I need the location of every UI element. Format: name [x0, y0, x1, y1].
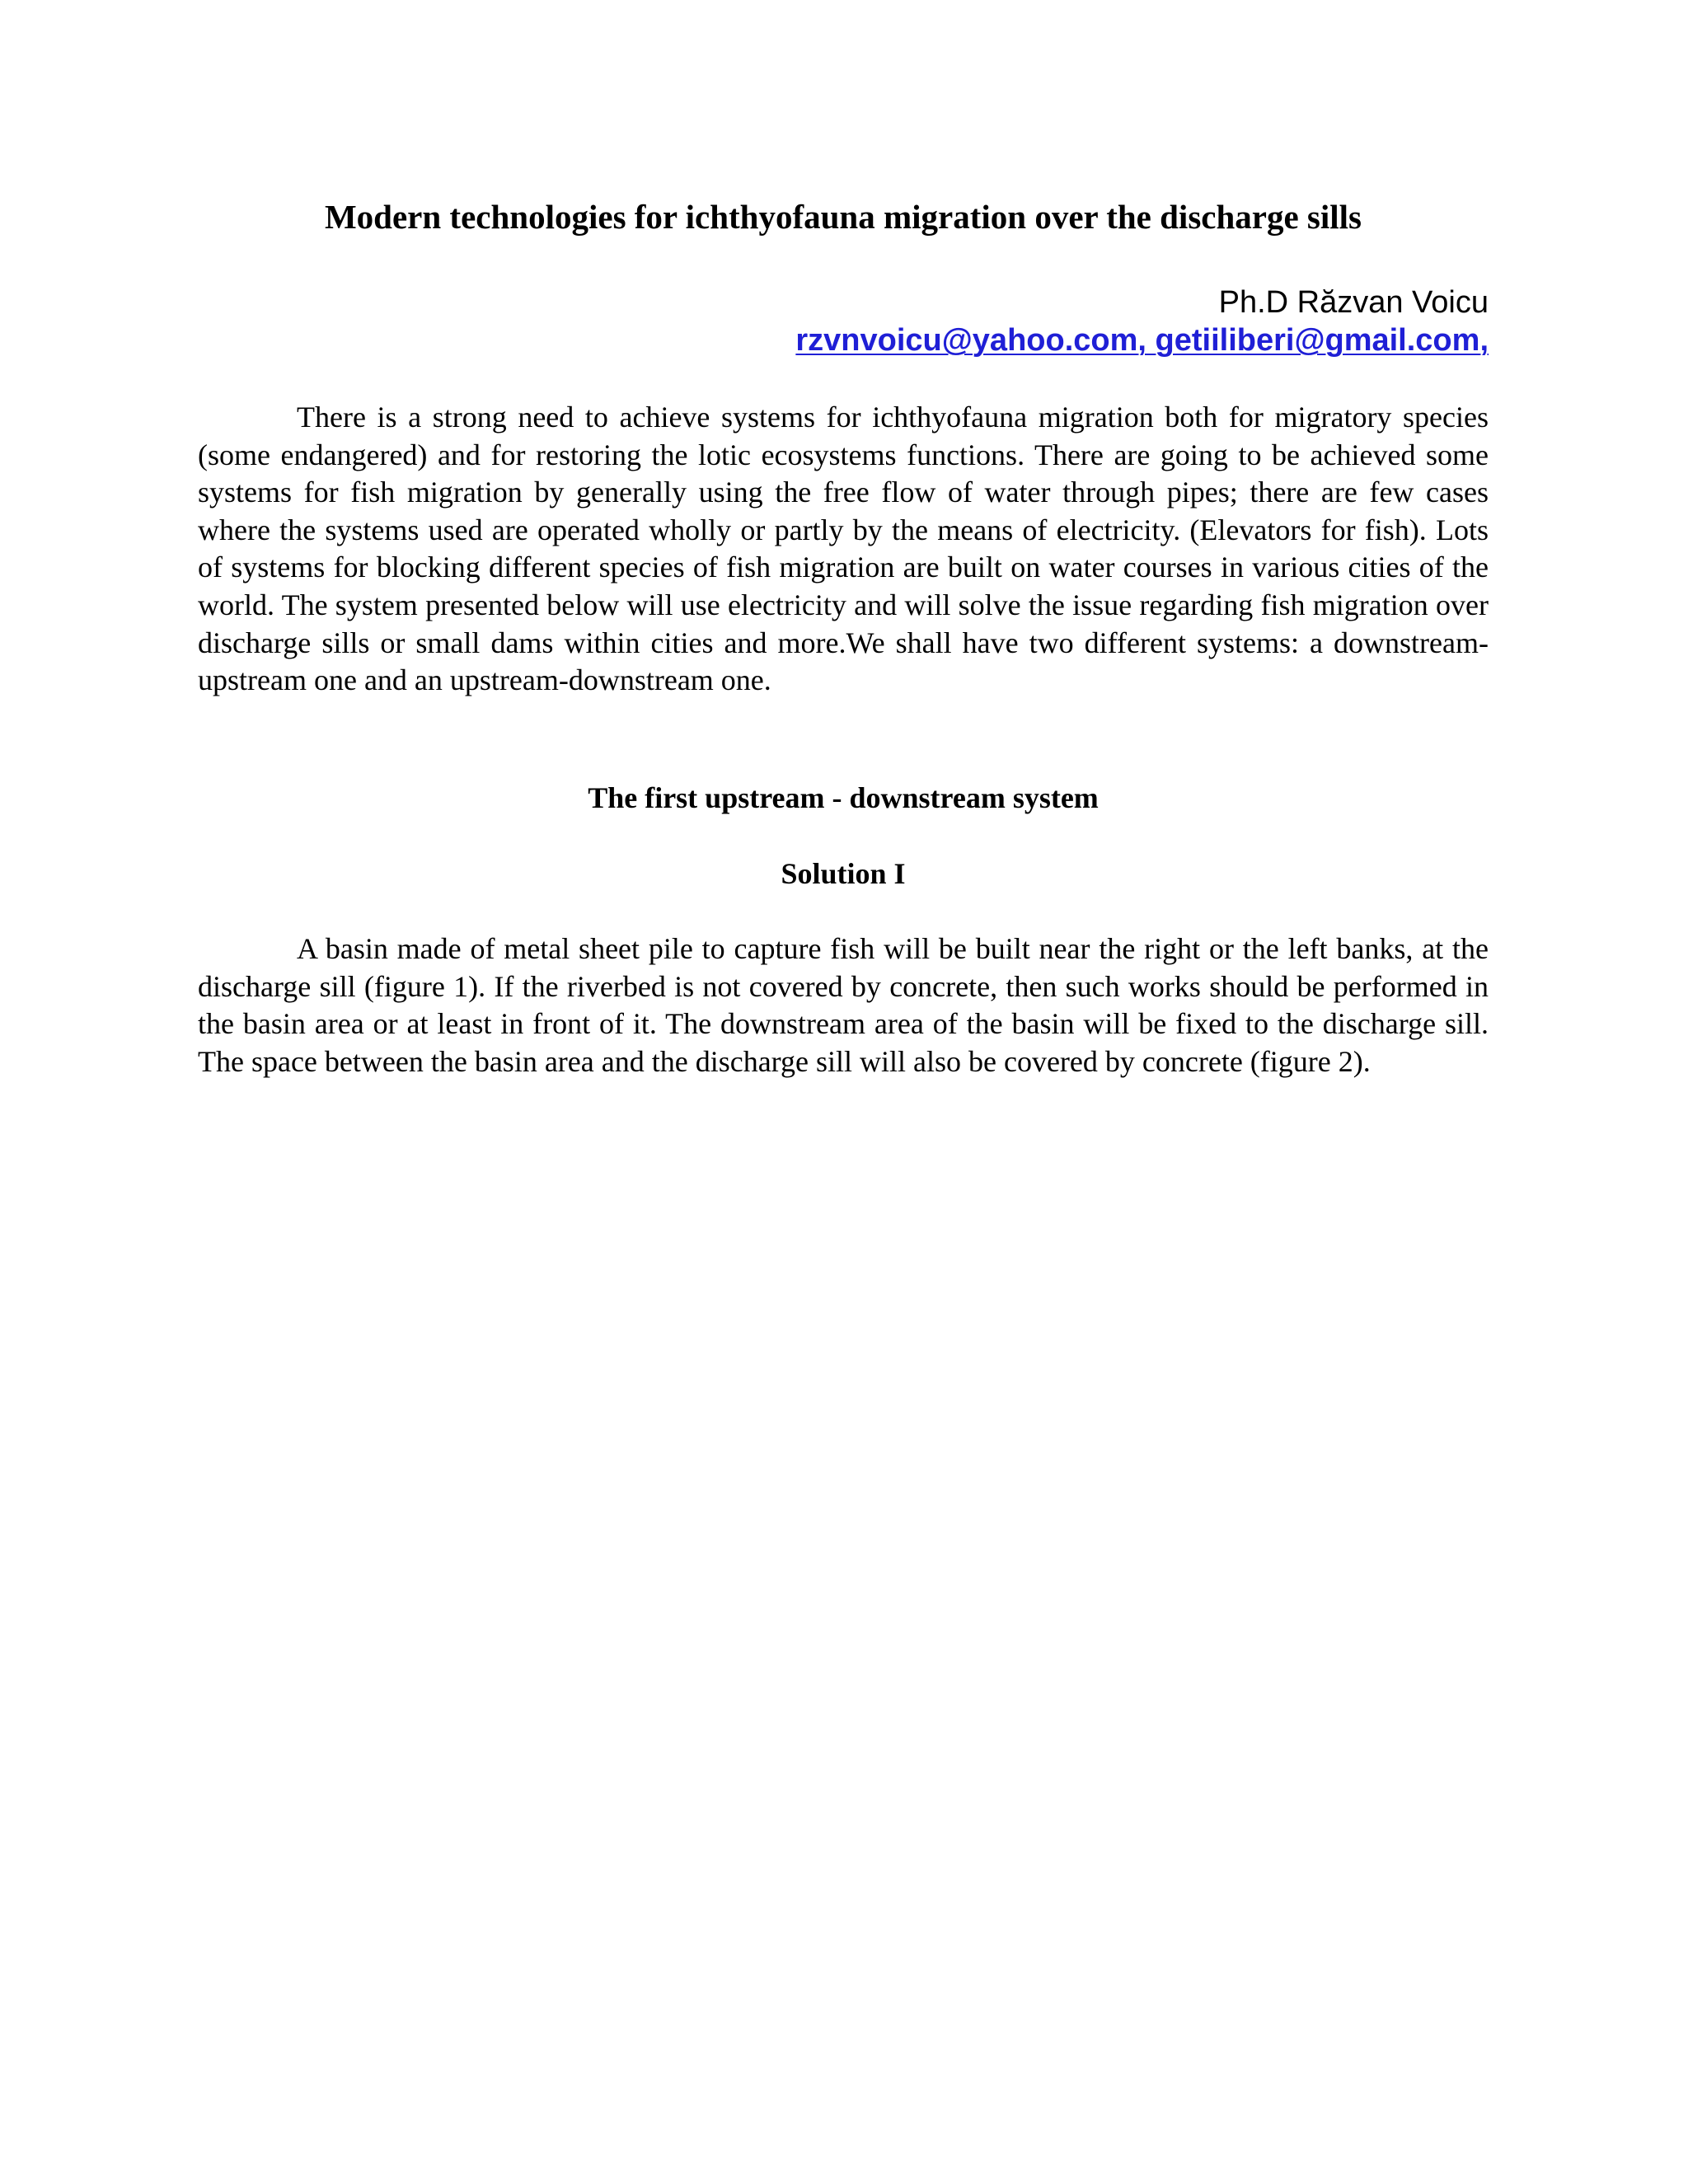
- email-link-2[interactable]: ,: [1137, 323, 1156, 358]
- solution-paragraph: A basin made of metal sheet pile to capture fish will be built near the right or the left banks, at the discharge sill (figure 1). If the riverbed is not covered by concrete, then such works should be performed in the basin area or at least in front of it. The downstream area of the basin will be fixed to the discharge sill. The space between the basin area and the discharge sill will also be covered by concrete (figure 2).: [198, 932, 1489, 1078]
- author-emails: [795, 321, 1489, 359]
- intro-paragraph: There is a strong need to achieve systems for ichthyofauna migration both for migratory species (some endangered) and for restoring the lotic ecosystems functions. There are going to be achieved some systems for fish migration by generally using the free flow of water through pipes; there are few cases where the systems used are operated wholly or partly by the means of electricity. (Elevators for fish). Lots of systems for blocking different species of fish migration are built on water courses in various cities of the world. The system presented below will use electricity and will solve the issue regarding fish migration over discharge sills or small dams within cities and more.We shall have two different systems: a downstream-upstream one and an upstream-downstream one.: [198, 401, 1489, 697]
- document-title: Modern technologies for ichthyofauna migration over the discharge sills: [324, 198, 1362, 236]
- author-name: Ph.D Răzvan Voicu: [1218, 285, 1489, 320]
- email-link-3[interactable]: getiiliberi@gmail.com: [1155, 323, 1480, 358]
- document-page: [198, 0, 1489, 2184]
- email-link-1[interactable]: rzvnvoicu@yahoo.com: [795, 323, 1138, 358]
- email-trailing-comma[interactable]: ,: [1479, 323, 1489, 358]
- section-heading: The first upstream - downstream system: [588, 781, 1099, 814]
- subsection-heading: Solution I: [781, 857, 906, 890]
